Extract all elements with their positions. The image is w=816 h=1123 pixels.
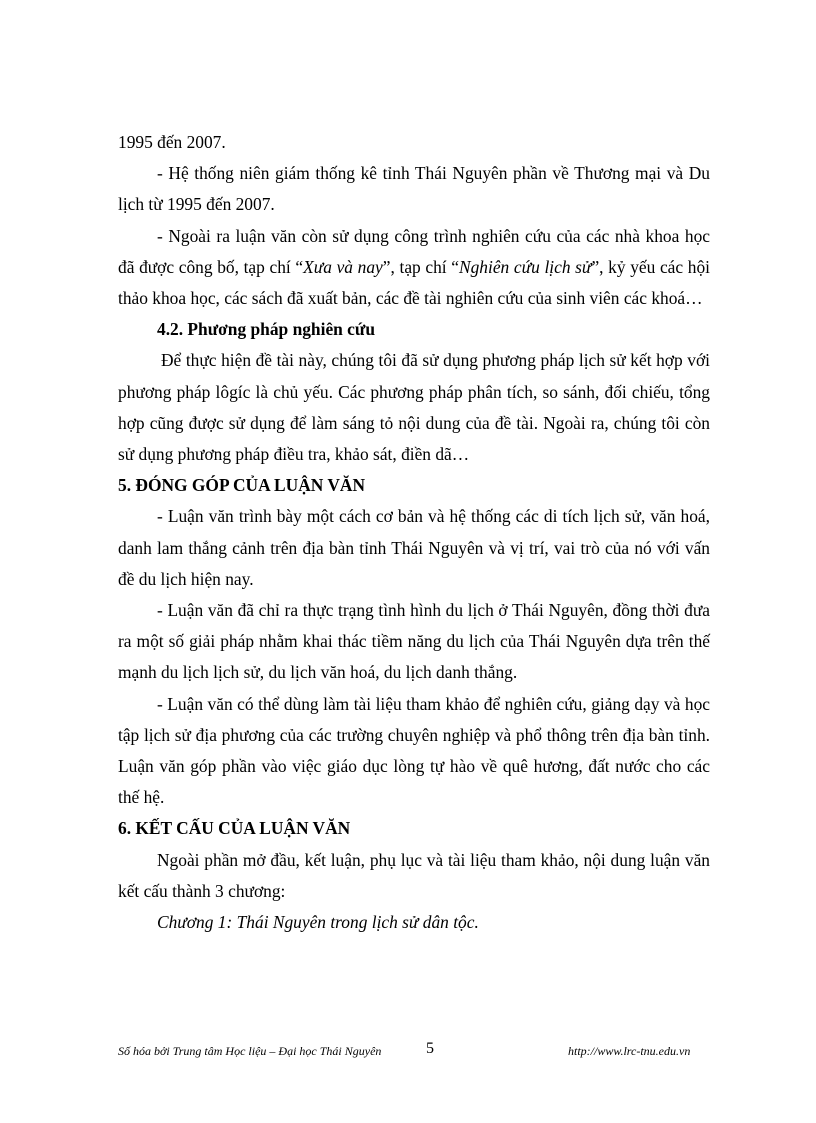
paragraph-structure: Ngoài phần mở đầu, kết luận, phụ lục và tài liệu tham khảo, nội dung luận văn kết cấu thành 3 chương:	[118, 849, 710, 901]
footer-url: http://www.lrc-tnu.edu.vn	[568, 1044, 691, 1058]
paragraph-contribution-3: - Luận văn có thể dùng làm tài liệu tham khảo để nghiên cứu, giảng dạy và học tập lịch sử địa phương của các trường chuyên nghiệp và phổ thông trên địa bàn tỉnh. Luận văn góp phần vào việc giáo dục lòng tự hào về quê hương, đất nước cho các thế hệ.	[118, 693, 710, 808]
footer-digitized-by: Số hóa bởi Trung tâm Học liệu – Đại học Thái Nguyên	[118, 1044, 382, 1058]
paragraph-other-sources-text-c: ”, kỷ yếu các hội thảo khoa học, các sách đã xuất bản, các đề tài nghiên cứu của sinh viên các khoá…	[118, 256, 710, 309]
paragraph-other-sources-text-a: - Ngoài ra luận văn còn sử dụng công trình nghiên cứu của các nhà khoa học đã được công bố, tạp chí “	[118, 225, 710, 277]
heading-5-contributions: 5. ĐÓNG GÓP CỦA LUẬN VĂN	[118, 475, 366, 496]
page-number: 5	[426, 1040, 434, 1057]
paragraph-continuation: 1995 đến 2007.	[118, 132, 226, 152]
heading-4-2-methods: 4.2. Phương pháp nghiên cứu	[157, 319, 376, 340]
page-footer	[118, 1040, 718, 1064]
heading-6-structure: 6. KẾT CẤU CỦA LUẬN VĂN	[118, 818, 351, 839]
journal-title-xua-va-nay: Xưa và nay	[303, 256, 383, 277]
chapter-1-title: Chương 1: Thái Nguyên trong lịch sử dân tộc.	[157, 912, 479, 933]
page-body	[118, 127, 710, 938]
paragraph-chapter-1	[118, 907, 710, 938]
paragraph-yearbook: - Hệ thống niên giám thống kê tỉnh Thái Nguyên phần về Thương mại và Du lịch từ 1995 đến 2007.	[118, 163, 710, 215]
paragraph-other-sources-text-b: ”, tạp chí “	[382, 256, 459, 277]
paragraph-other-sources	[118, 221, 710, 315]
paragraph-contribution-1: - Luận văn trình bày một cách cơ bản và hệ thống các di tích lịch sử, văn hoá, danh lam thắng cảnh trên địa bàn tỉnh Thái Nguyên và vị trí, vai trò của nó với vấn đề du lịch hiện nay.	[118, 506, 710, 589]
paragraph-methods: Để thực hiện đề tài này, chúng tôi đã sử dụng phương pháp lịch sử kết hợp với phương pháp lôgíc là chủ yếu. Các phương pháp phân tích, so sánh, đối chiếu, tổng hợp cũng được sử dụng để làm sáng tỏ nội dung của đề tài. Ngoài ra, chúng tôi còn sử dụng phương pháp điều tra, khảo sát, điền dã…	[118, 350, 710, 465]
paragraph-contribution-2: - Luận văn đã chỉ ra thực trạng tình hình du lịch ở Thái Nguyên, đồng thời đưa ra một số giải pháp nhằm khai thác tiềm năng du lịch của Thái Nguyên dựa trên thế mạnh du lịch lịch sử, du lịch văn hoá, du lịch danh thắng.	[118, 600, 710, 683]
journal-title-nghien-cuu-lich-su: Nghiên cứu lịch sử	[459, 256, 592, 277]
